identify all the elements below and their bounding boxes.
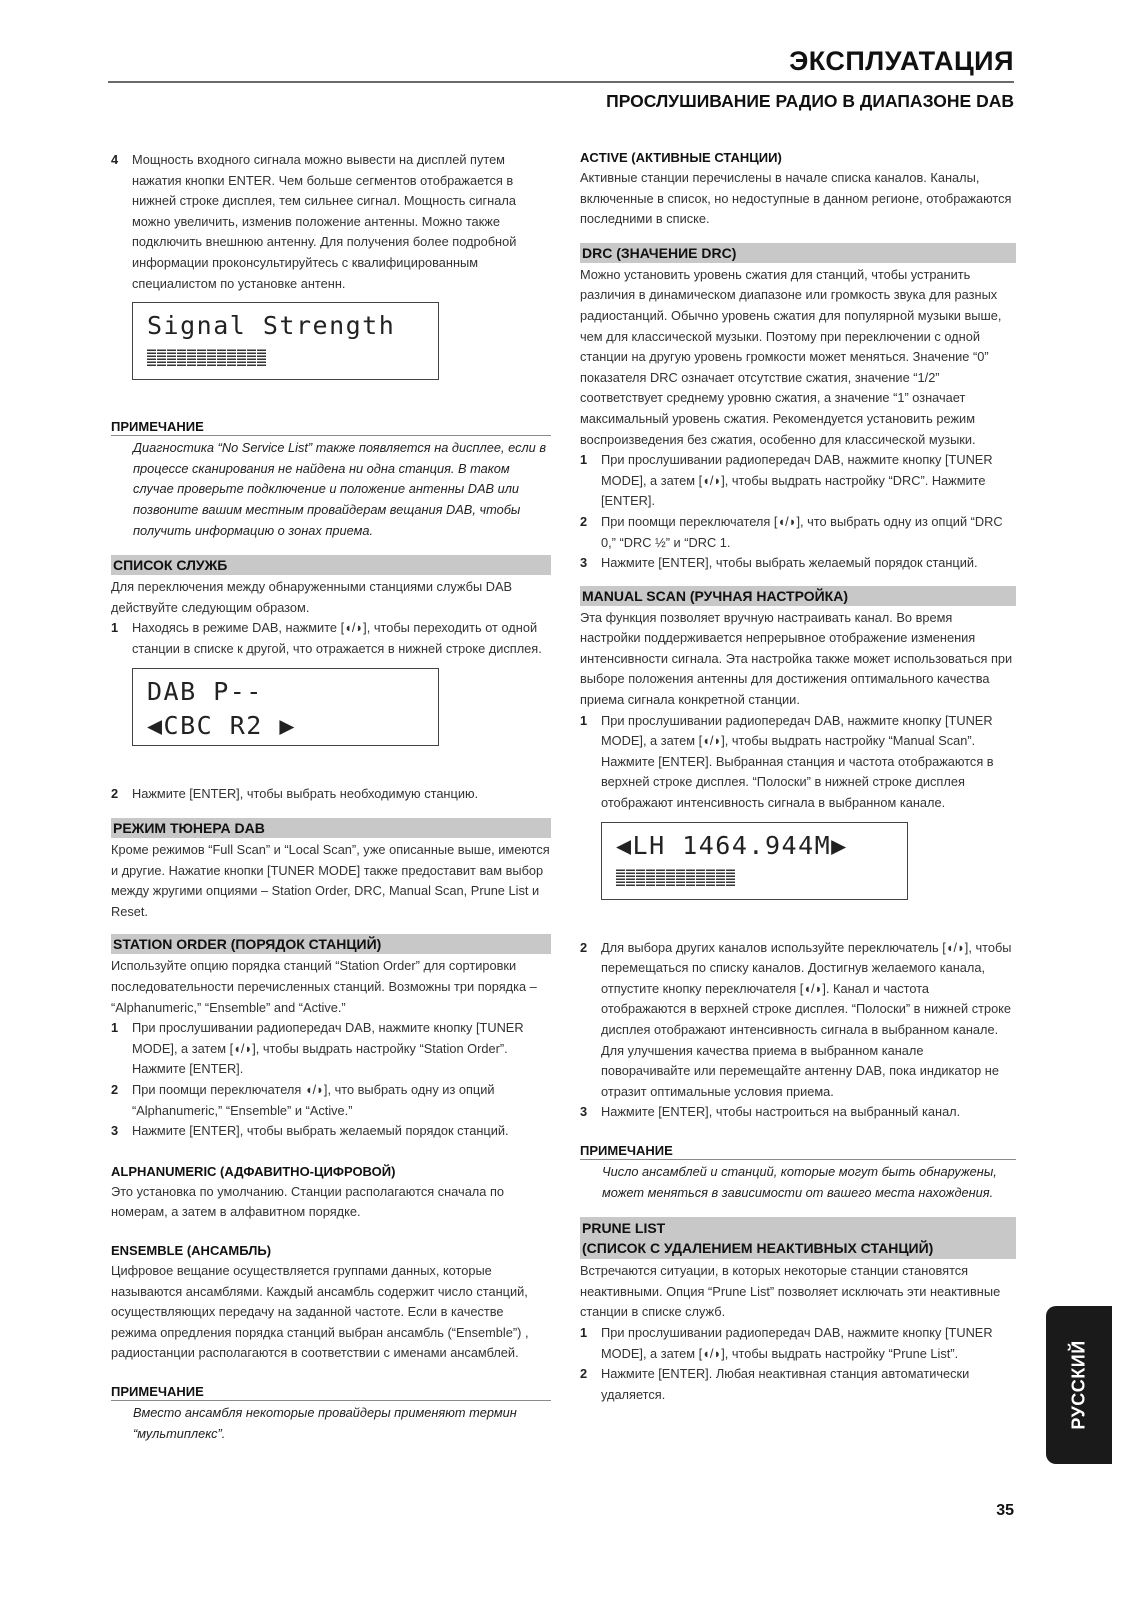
note-text: Вместо ансамбля некоторые провайдеры применяют термин “мультиплекс”.: [133, 1404, 517, 1441]
signal-segment: [257, 349, 266, 366]
note-heading: ПРИМЕЧАНИЕ: [580, 1143, 1016, 1160]
step-number: 2: [111, 1082, 119, 1098]
signal-segment: [656, 869, 665, 886]
signal-segment: [247, 349, 256, 366]
signal-segment: [197, 349, 206, 366]
step-number: 1: [580, 712, 588, 728]
manual-scan-step-3: [580, 1102, 1016, 1123]
signal-segment: [626, 869, 635, 886]
prune-heading-line-1: PRUNE LIST: [582, 1220, 666, 1237]
drc-step-1: [580, 450, 1016, 512]
header-rule: [108, 81, 1014, 83]
manual-scan-step-2: [580, 938, 1016, 1103]
lcd-line-1: Signal Strength: [147, 311, 396, 341]
step-number: 1: [580, 452, 588, 468]
signal-segment: [147, 349, 156, 366]
station-order-step-1: [111, 1018, 551, 1080]
note-heading: ПРИМЕЧАНИЕ: [111, 1384, 551, 1401]
lcd-line-1: DAB P--: [147, 676, 263, 706]
step-number: 2: [580, 513, 588, 529]
signal-segment: [167, 349, 176, 366]
services-intro: Для переключения между обнаруженными станциями службы DAB действуйте следующим образом.: [111, 579, 513, 615]
subheading-ensemble: ENSEMBLE (АНСАМБЛЬ): [111, 1243, 272, 1258]
signal-segment: [636, 869, 645, 886]
lcd-signal-strength: [132, 302, 439, 380]
step-text: Нажмите [ENTER], чтобы выбрать необходимую станцию.: [132, 785, 479, 801]
signal-segment: [716, 869, 725, 886]
step-text: При поомщи переключателя [◖/◗], что выбрать одну из опций “DRC 0,” “DRC ½” и “DRC 1.: [601, 513, 1003, 550]
signal-segment: [646, 869, 655, 886]
prune-heading-line-2: (СПИСОК С УДАЛЕНИЕМ НЕАКТИВНЫХ СТАНЦИЙ): [582, 1240, 934, 1257]
step-number: 4: [111, 152, 119, 167]
step-text: Для выбора других каналов используйте переключатель [◖/◗], чтобы перемещаться по списку каналов. Достигнув желаемого канала, отпустите кнопку переключателя [◖/◗]. Канал и частота отображаются в верхней строке дисплея. “Полоски” в нижней строке дисплея отображают интенсивность сигнала в выбранном канале. Для улучшения качества приема в выбранном канале поворачивайте или перемещайте антенну DAB, пока индикатор не отразит оптимальные условия приема.: [601, 939, 1012, 1099]
section-heading-services: СПИСОК СЛУЖБ: [111, 555, 551, 575]
step-text: При прослушивании радиопередач DAB, нажмите кнопку [TUNER MODE], а затем [◖/◗], чтобы выдрать настройку “DRC”. Нажмите [ENTER].: [601, 452, 993, 509]
station-order-step-2: [111, 1080, 551, 1121]
language-tab-label: РУССКИЙ: [1068, 1340, 1089, 1430]
step-number: 3: [111, 1123, 119, 1139]
language-tab: [1046, 1306, 1112, 1464]
step-number: 1: [111, 1020, 119, 1036]
step-text: Нажмите [ENTER], чтобы настроиться на выбранный канал.: [601, 1104, 961, 1120]
manual-scan-text: Эта функция позволяет вручную настраивать канал. Во время настройки поддерживается непрерывное отображение изменения интенсивности сигнала. Эта настройка также может использоваться при выборе положения антенны для достижения оптимального качества приема сигнала конкретной станции.: [580, 609, 1013, 708]
step-text: Нажмите [ENTER]. Любая неактивная станция автоматически удаляется.: [601, 1366, 970, 1402]
signal-segment: [157, 349, 166, 366]
subheading-active: ACTIVE (АКТИВНЫЕ СТАНЦИИ): [580, 150, 782, 165]
signal-segment: [706, 869, 715, 886]
step-text: Нажмите [ENTER], чтобы выбрать желаемый порядок станций.: [601, 555, 978, 571]
signal-segment: [227, 349, 236, 366]
right-column: [580, 150, 1016, 1405]
step-text: При прослушивании радиопередач DAB, нажмите кнопку [TUNER MODE], а затем [◖/◗], чтобы выдрать настройку “Prune List”.: [601, 1324, 993, 1361]
signal-segment: [616, 869, 625, 886]
lcd-dab-station: [132, 668, 439, 746]
step-number: 3: [580, 1104, 588, 1120]
section-heading-manual-scan: MANUAL SCAN (РУЧНАЯ НАСТРОЙКА): [580, 586, 1016, 606]
section-heading-drc: DRC (ЗНАЧЕНИЕ DRC): [580, 243, 1016, 263]
active-text: Активные станции перечислены в начале списка каналов. Каналы, включенные в список, но недоступные в данном регионе, отображаются последними в списке.: [580, 170, 1012, 227]
lcd-manual-scan: [601, 822, 908, 900]
section-heading-prune-list: [580, 1217, 1016, 1259]
prune-step-2: [580, 1364, 1016, 1405]
step-text: Находясь в режиме DAB, нажмите [◖/◗], чтобы переходить от одной станции в списке к другой, что отражается в нижней строке дисплея.: [132, 620, 542, 656]
note-text: Диагностика “No Service List” также появляется на дисплее, если в процессе сканирования не найдена ни одна станция. В таком случае проверьте подключение и положение антенны DAB или позвоните вашим местным провайдерам вещания DAB, чтобы получить информацию о зонах приема.: [133, 440, 547, 538]
step-4: [111, 150, 551, 294]
step-number: 2: [580, 939, 588, 955]
signal-segment: [207, 349, 216, 366]
step-text: При прослушивании радиопередач DAB, нажмите кнопку [TUNER MODE], а затем [◖/◗], чтобы выдрать настройку “Manual Scan”. Нажмите [ENTER]. Выбранная станция и частота отображаются в верхней строке дисплея. “Полоски” в нижней строке дисплея отображают интенсивность сигнала в выбранном канале.: [601, 712, 994, 811]
signal-segment: [726, 869, 735, 886]
page-subtitle: ПРОСЛУШИВАНИЕ РАДИО В ДИАПАЗОНЕ DAB: [606, 91, 1014, 111]
lcd-line-1: ◀LH 1464.944M▶: [616, 830, 848, 860]
signal-segment: [217, 349, 226, 366]
station-order-intro: Используйте опцию порядка станций “Station Order” для сортировки последовательности перечисленных станций. Возможны три порядка – “Alphanumeric,” “Ensemble” and “Active.”: [111, 958, 537, 1015]
signal-segment: [676, 869, 685, 886]
step-number: 2: [111, 785, 119, 801]
lcd-line-2: ◀CBC R2 ▶: [147, 710, 296, 740]
prune-text: Встречаются ситуации, в которых некоторые станции становятся неактивными. Опция “Prune List” позволяет исключать эти неактивные станции в списке служб.: [580, 1263, 1001, 1320]
left-column: [111, 150, 551, 1444]
step-text: При поомщи переключателя ◖/◗], что выбрать одну из опций “Alphanumeric,” “Ensemble” и “Active.”: [132, 1082, 495, 1118]
tuner-mode-text: Кроме режимов “Full Scan” и “Local Scan”, уже описанные выше, имеются и другие. Нажатие кнопки [TUNER MODE] также предоставит вам выбор между жругими опциями – Station Order, DRC, Manual Scan, Prune List и Reset.: [111, 842, 550, 919]
section-heading-station-order: STATION ORDER (ПОРЯДОК СТАНЦИЙ): [111, 934, 551, 954]
signal-bar: [616, 869, 893, 886]
page-title: ЭКСПЛУАТАЦИЯ: [789, 46, 1014, 76]
services-step-1: [111, 618, 551, 659]
step-text: Нажмите [ENTER], чтобы выбрать желаемый порядок станций.: [132, 1123, 509, 1139]
note-heading: ПРИМЕЧАНИЕ: [111, 419, 551, 436]
step-text: Мощность входного сигнала можно вывести на дисплей путем нажатия кнопки ENTER. Чем больше сегментов отображается в нижней строке дисплея, тем сильнее сигнал. Мощность сигнала можно увеличить, изменив положение антенны. Можно также подключить внешнюю антенну. Для получения более подробной информации проконсультируйтесь с квалифицированным специалистом по установке антенн.: [132, 152, 517, 291]
prune-step-1: [580, 1323, 1016, 1364]
signal-segment: [177, 349, 186, 366]
signal-segment: [187, 349, 196, 366]
signal-segment: [686, 869, 695, 886]
note-text: Число ансамблей и станций, которые могут быть обнаружены, может меняться в зависимости от вашего места нахождения.: [602, 1163, 997, 1200]
drc-step-3: [580, 553, 1016, 574]
drc-step-2: [580, 512, 1016, 553]
signal-bar: [147, 349, 424, 366]
step-number: 3: [580, 555, 588, 571]
signal-segment: [237, 349, 246, 366]
alphanumeric-text: Это установка по умолчанию. Станции располагаются сначала по номерам, а затем в алфавитном порядке.: [111, 1183, 504, 1220]
ensemble-text: Цифровое вещание осуществляется группами данных, которые называются ансамблями. Каждый ансамбль содержит число станций, осуществляющих передачу на заданной частоте. Если в качестве режима опредления порядка станций выбран ансамбль (“Ensemble”) , радиостанции располагаются в соответствии с именами ансамблей.: [111, 1263, 529, 1361]
drc-text: Можно установить уровень сжатия для станций, чтобы устранить различия в динамическом диапазоне или громкость звука для разных радиостанций. Обычно уровень сжатия для популярной музыки выше, чем для классической музыки. Поэтому при переключении с одной станции на другую уровень громкости может меняться. Значение “0” показателя DRC означает отсутствие сжатия, значение “1/2” соответствует среднему уровню сжатия, а значение “1” означает максимальный уровень сжатия. Рекомендуется установить режим воспроизведения без сжатия, особенно для классической музыки.: [580, 266, 1002, 447]
page-number: 35: [996, 1502, 1014, 1519]
subheading-alphanumeric: ALPHANUMERIC (АДФАВИТНО-ЦИФРОВОЙ): [111, 1163, 396, 1179]
services-step-2: [111, 784, 551, 805]
signal-segment: [696, 869, 705, 886]
section-heading-tuner-mode: РЕЖИМ ТЮНЕРА DAB: [111, 818, 551, 838]
step-number: 1: [580, 1324, 588, 1340]
manual-scan-step-1: [580, 711, 1016, 814]
signal-segment: [666, 869, 675, 886]
step-text: При прослушивании радиопередач DAB, нажмите кнопку [TUNER MODE], а затем [◖/◗], чтобы выдрать настройку “Station Order”. Нажмите [ENTER].: [132, 1020, 524, 1077]
station-order-step-3: [111, 1121, 551, 1142]
step-number: 2: [580, 1366, 588, 1382]
step-number: 1: [111, 620, 119, 636]
